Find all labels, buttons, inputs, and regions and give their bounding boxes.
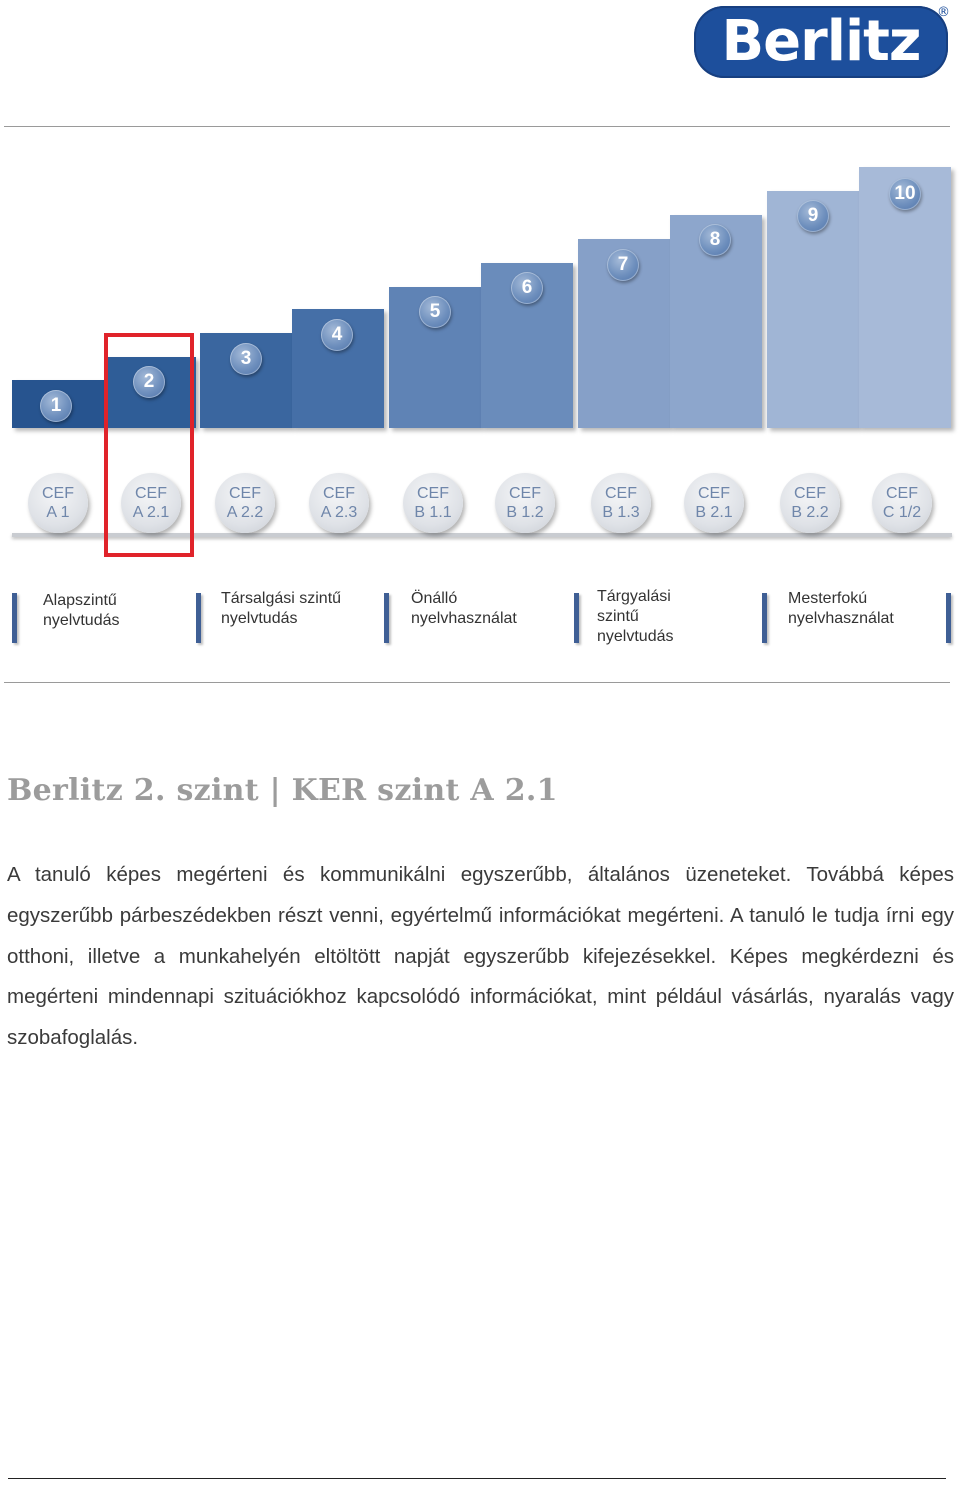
cef-badge <box>403 473 463 533</box>
top-divider <box>4 126 950 127</box>
level-heading: Berlitz 2. szint | KER szint A 2.1 <box>7 773 558 808</box>
cef-badge-label: B 1.1 <box>414 504 452 521</box>
berlitz-logo <box>694 6 956 82</box>
category-label-line: nyelvtudás <box>43 612 120 629</box>
level-number: 8 <box>699 224 731 256</box>
level-number: 4 <box>321 319 353 351</box>
logo-badge <box>694 6 948 78</box>
level-number: 10 <box>889 178 921 210</box>
cef-badge <box>28 473 88 533</box>
cef-badge-label: C 1/2 <box>882 504 922 521</box>
current-level-highlight <box>104 333 194 557</box>
logo-text: Berlitz <box>721 9 921 74</box>
category-separator <box>384 593 389 643</box>
cef-badge-label: B 2.1 <box>695 504 733 521</box>
cef-badge-label: CEF <box>42 485 74 502</box>
category-label-line: nyelvhasználat <box>411 610 517 627</box>
cef-badge-label: B 1.3 <box>602 504 640 521</box>
category-label-line: Társalgási szintű <box>221 590 342 607</box>
level-number: 3 <box>230 343 262 375</box>
registered-mark: ® <box>937 5 950 20</box>
level-description: A tanuló képes megérteni és kommunikálni egyszerűbb, általános üzeneteket. Továbbá képes egyszerűbb párbeszédekben részt venni, egyértelmű információkat megérteni. A tanuló le tudja írni egy otthoni, illetve a munkahelyén eltöltött napját egyszerűbb kifejezésekkel. Képes megkérdezni és megérteni mindennapi szituációkhoz kapcsolódó információkat, mint például vásárlás, nyaralás vagy szobafoglalás. <box>7 863 954 1050</box>
category-label-line: Mesterfokú <box>788 590 868 607</box>
category-label <box>788 589 894 629</box>
level-number: 1 <box>40 390 72 422</box>
cef-badge-label: CEF <box>886 485 918 502</box>
cef-badge-label: CEF <box>698 485 730 502</box>
cef-badge <box>872 473 932 533</box>
category-label-line: szintű <box>597 608 639 625</box>
category-label <box>597 587 674 647</box>
cef-badge-label: CEF <box>605 485 637 502</box>
cef-badge-label: A 2.1 <box>132 504 170 521</box>
category-separator <box>196 593 201 643</box>
category-label-line: nyelvhasználat <box>788 610 894 627</box>
category-label-line: nyelvtudás <box>221 610 298 627</box>
cef-badge-label: CEF <box>417 485 449 502</box>
level-diagram <box>0 150 960 660</box>
cef-badge-label: A 2.3 <box>320 504 358 521</box>
category-label-line: Önálló <box>411 590 458 607</box>
cef-badge <box>780 473 840 533</box>
level-number: 9 <box>797 200 829 232</box>
middle-divider <box>4 682 950 683</box>
category-separator <box>12 593 17 643</box>
cef-badge-label: CEF <box>135 485 167 502</box>
category-label-line: nyelvtudás <box>597 628 674 645</box>
cef-badge-label: CEF <box>323 485 355 502</box>
cef-badge-label: CEF <box>509 485 541 502</box>
category-label-line: Tárgyalási <box>597 588 671 605</box>
cef-badge-label: A 1 <box>46 504 70 521</box>
cef-badge <box>495 473 555 533</box>
cef-badge-label: CEF <box>794 485 826 502</box>
cef-badge-label: A 2.2 <box>226 504 264 521</box>
cef-badge-label: CEF <box>229 485 261 502</box>
cef-badge <box>684 473 744 533</box>
category-label <box>43 591 120 631</box>
category-label <box>411 589 517 629</box>
category-separator <box>762 593 767 643</box>
category-label-line: Alapszintű <box>43 592 117 609</box>
level-number: 2 <box>133 366 165 398</box>
cef-badge-label: B 2.2 <box>791 504 829 521</box>
category-separator <box>946 593 951 643</box>
cef-badge <box>215 473 275 533</box>
level-number: 5 <box>419 296 451 328</box>
category-separator <box>574 593 579 643</box>
bottom-divider <box>8 1478 946 1479</box>
cef-badge <box>309 473 369 533</box>
level-number: 7 <box>607 249 639 281</box>
cef-badge-label: B 1.2 <box>506 504 544 521</box>
category-label <box>221 589 341 629</box>
cef-badge <box>591 473 651 533</box>
level-number: 6 <box>511 272 543 304</box>
